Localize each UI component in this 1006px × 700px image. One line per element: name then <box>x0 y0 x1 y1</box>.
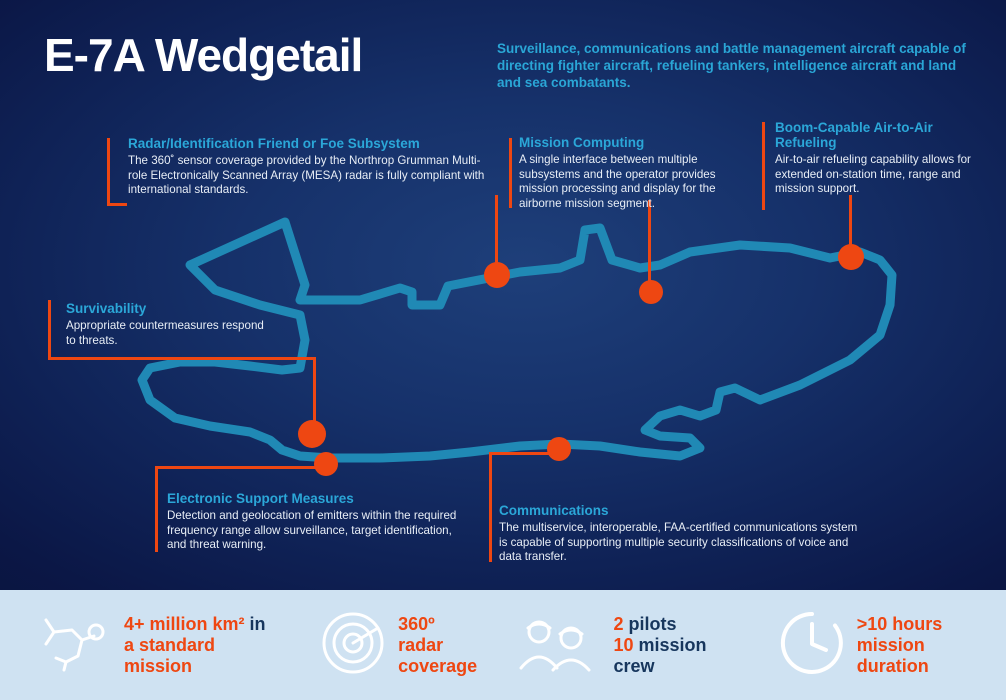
stat-mission-area-text <box>124 614 286 677</box>
callout-radar-body: The 360˚ sensor coverage provided by the Northrop Grumman Multi-role Electronically Scanned Array (MESA) radar is fully compliant with international standards. <box>128 154 485 197</box>
stat-crew <box>509 590 756 700</box>
stat-crew-line1-rest: pilots <box>623 613 677 634</box>
stat-mission-area <box>26 590 292 700</box>
page-title: E-7A Wedgetail <box>44 29 363 81</box>
leader-line-communications-vertical <box>489 452 492 562</box>
leader-line-mission-computing <box>509 138 512 208</box>
callout-mission-computing-title: Mission Computing <box>519 135 645 150</box>
stat-radar-coverage <box>314 590 489 700</box>
crew-people-icon <box>515 610 601 681</box>
stat-radar-coverage-line2-highlight: coverage <box>398 655 478 676</box>
callout-esm-body: Detection and geolocation of emitters within the required frequency range allow surveillance, target identification, and threat warning. <box>167 509 457 552</box>
page-subtitle: Surveillance, communications and battle management aircraft capable of directing fighter aircraft, refueling tankers, intelligence aircraft and land and sea combatants. <box>497 41 966 90</box>
hotspot-esm[interactable] <box>314 452 338 476</box>
stat-mission-duration-text <box>857 614 1000 677</box>
stat-crew-line2-rest: mission crew <box>613 634 707 676</box>
callout-radar <box>128 136 488 198</box>
clock-icon <box>779 610 845 681</box>
hotspot-radar[interactable] <box>484 262 510 288</box>
stat-mission-duration-line1-highlight: >10 hours <box>856 613 943 634</box>
callout-communications-body: The multiservice, interoperable, FAA-certified communications system is capable of supporting multiple security classifications of voice and data transfer. <box>499 521 858 564</box>
leader-line-esm-horizontal <box>155 466 325 469</box>
hotspot-refueling[interactable] <box>838 244 864 270</box>
stat-crew-line1-highlight: 2 <box>613 613 624 634</box>
leader-line-mission-computing-right <box>648 200 651 292</box>
callout-mission-computing <box>519 135 737 211</box>
stat-mission-duration-line2-highlight: mission duration <box>856 634 929 676</box>
callout-esm-title: Electronic Support Measures <box>167 491 354 506</box>
stat-crew-text <box>613 614 750 677</box>
radar-sweep-icon <box>320 610 386 681</box>
callout-refueling-title: Boom-Capable Air-to-Air Refueling <box>775 120 933 150</box>
leader-line-esm-vertical <box>155 466 158 552</box>
hotspot-survivability[interactable] <box>298 420 326 448</box>
leader-line-survivability-down <box>313 357 316 425</box>
callout-survivability <box>66 301 266 348</box>
callout-survivability-title: Survivability <box>66 301 147 316</box>
callout-mission-computing-body: A single interface between multiple subsystems and the operator provides mission processing and display for the airborne mission segment. <box>519 153 716 210</box>
callout-refueling <box>775 120 985 197</box>
callout-communications-title: Communications <box>499 503 609 518</box>
leader-line-survivability-vertical <box>48 300 51 360</box>
callout-radar-title: Radar/Identification Friend or Foe Subsystem <box>128 136 420 151</box>
stat-mission-area-line1-highlight: 4+ million km² <box>124 613 245 634</box>
callout-refueling-body: Air-to-air refueling capability allows for extended on-station time, range and mission support. <box>775 153 971 196</box>
stats-band <box>0 590 1006 700</box>
stat-mission-duration <box>773 590 1006 700</box>
callout-survivability-body: Appropriate countermeasures respond to threats. <box>66 319 264 347</box>
stat-radar-coverage-line1-highlight: 360º radar <box>398 613 444 655</box>
stat-mission-area-line2-highlight: a standard mission <box>124 634 216 676</box>
map-mission-area-icon <box>32 610 112 681</box>
stat-crew-line2-highlight: 10 <box>613 634 634 655</box>
callout-esm <box>167 491 457 553</box>
stat-radar-coverage-text <box>398 614 483 677</box>
leader-line-refueling <box>762 122 765 210</box>
callout-communications <box>499 503 859 565</box>
leader-line-survivability-horizontal <box>48 357 316 360</box>
hotspot-communications[interactable] <box>547 437 571 461</box>
hotspot-mission-computing[interactable] <box>639 280 663 304</box>
stat-mission-area-line1-rest: in <box>244 613 266 634</box>
leader-line-radar-vertical <box>107 138 110 206</box>
leader-line-radar-horizontal <box>107 203 127 206</box>
